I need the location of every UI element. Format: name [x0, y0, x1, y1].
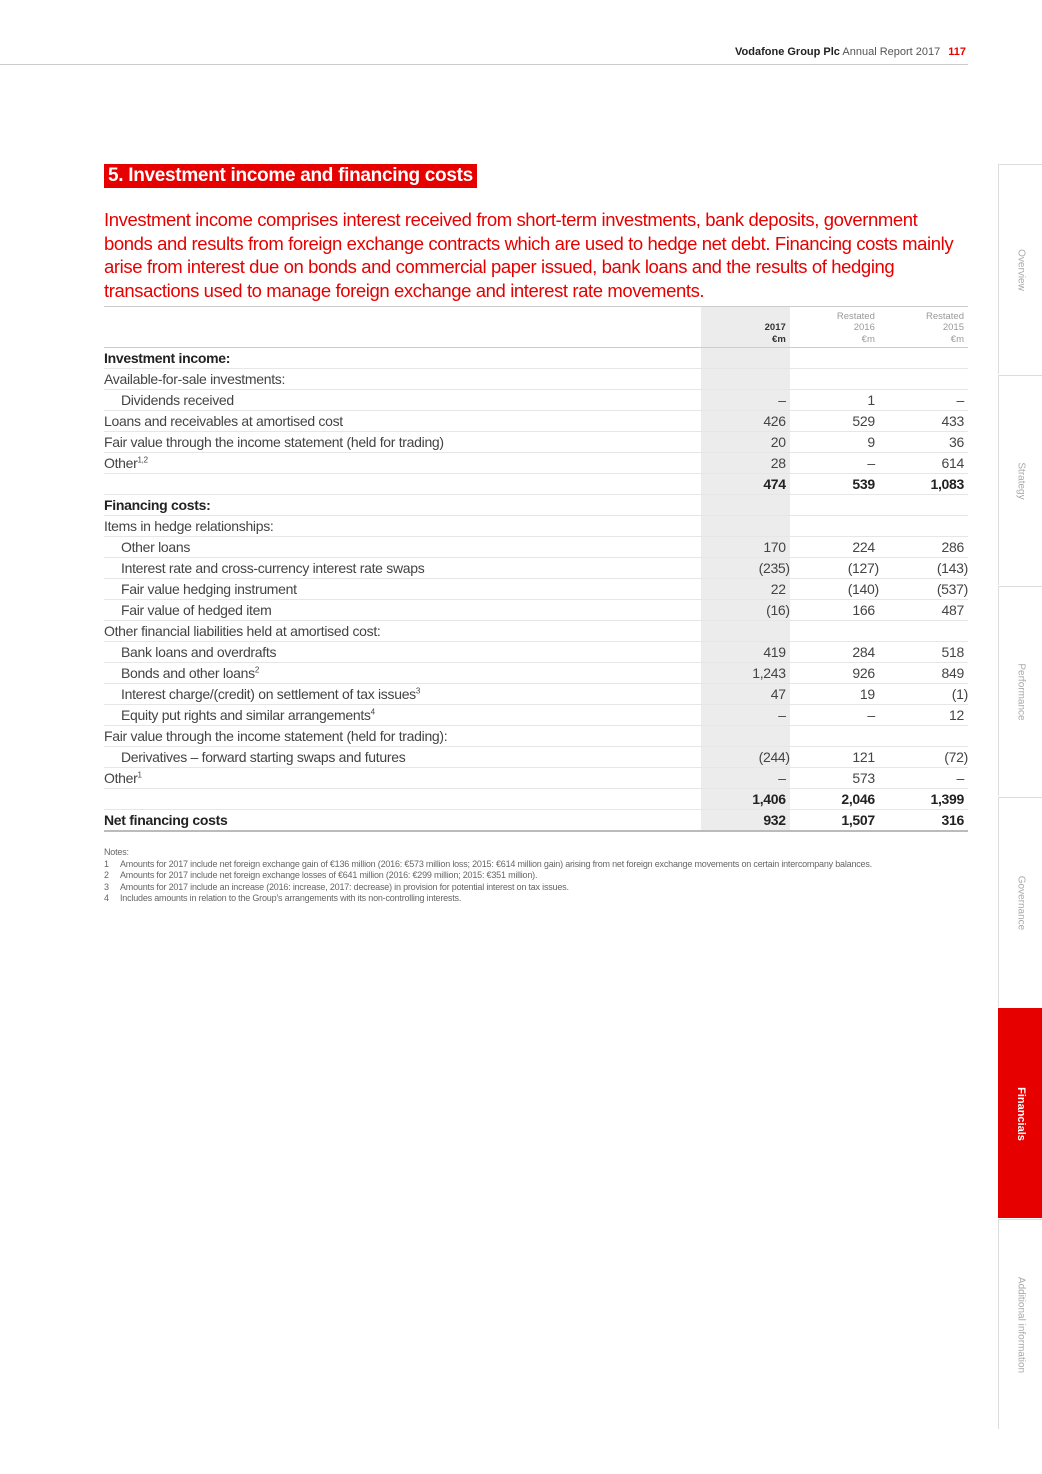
value-cell: 19 [790, 684, 879, 705]
row-label-text: Fair value of hedged item [121, 602, 272, 618]
value-cell: 1,399 [879, 789, 968, 810]
tab-governance[interactable] [998, 797, 1042, 1007]
table-row [104, 348, 968, 369]
table-row [104, 768, 968, 789]
tab-label: Strategy [1015, 461, 1026, 500]
row-label [104, 768, 701, 789]
value-cell: (72) [879, 747, 968, 768]
table-row [104, 579, 968, 600]
table-row [104, 516, 968, 537]
note-item [104, 859, 904, 871]
row-label-text: Loans and receivables at amortised cost [104, 413, 343, 429]
table-row [104, 453, 968, 474]
footnote-ref: 1 [137, 770, 142, 780]
row-label [104, 810, 701, 832]
tab-additional-information[interactable] [998, 1219, 1042, 1429]
value-cell [879, 621, 968, 642]
row-label [104, 411, 701, 432]
value-cell: 487 [879, 600, 968, 621]
value-cell [701, 495, 790, 516]
note-text: Includes amounts in relation to the Group’s arrangements with its non-controlling interests. [120, 893, 462, 903]
row-label [104, 453, 701, 474]
row-label-text: Derivatives – forward starting swaps and futures [121, 749, 406, 765]
value-cell [790, 726, 879, 747]
row-label-text: Bonds and other loans [121, 665, 255, 681]
table-row [104, 684, 968, 705]
value-cell [701, 516, 790, 537]
row-label [104, 705, 701, 726]
value-cell [701, 726, 790, 747]
table-row [104, 537, 968, 558]
value-cell [790, 495, 879, 516]
notes-list [104, 859, 904, 905]
value-cell: (244) [701, 747, 790, 768]
row-label-text: Other financial liabilities held at amortised cost: [104, 623, 381, 639]
value-cell: 1,243 [701, 663, 790, 684]
value-cell: 518 [879, 642, 968, 663]
table-row [104, 495, 968, 516]
row-label [104, 369, 701, 390]
tab-overview[interactable] [998, 164, 1042, 374]
column-header-line3: €m [861, 333, 875, 345]
row-label-text: Interest charge/(credit) on settlement of tax issues [121, 686, 416, 702]
row-label-text: Fair value hedging instrument [121, 581, 297, 597]
section-title: 5. Investment income and financing costs [104, 164, 477, 188]
value-cell [701, 621, 790, 642]
note-number: 1 [104, 858, 109, 869]
notes-title: Notes: [104, 847, 129, 857]
value-cell [790, 348, 879, 369]
table-row [104, 789, 968, 810]
table-body [104, 348, 968, 832]
table-row [104, 642, 968, 663]
value-cell: 1,507 [790, 810, 879, 832]
footnote-ref: 4 [370, 707, 375, 717]
value-cell: 926 [790, 663, 879, 684]
page-number: 117 [948, 46, 966, 58]
note-item [104, 893, 904, 905]
value-cell: 932 [701, 810, 790, 832]
column-header [701, 307, 790, 348]
value-cell: (235) [701, 558, 790, 579]
row-label-text: Financing costs: [104, 497, 211, 513]
column-header [879, 307, 968, 348]
note-text: Amounts for 2017 include an increase (2016: increase, 2017: decrease) in provision for potential interest on tax issues. [120, 881, 569, 892]
tab-label: Overview [1015, 248, 1026, 291]
row-label [104, 621, 701, 642]
table-row [104, 621, 968, 642]
value-cell: 1,406 [701, 789, 790, 810]
value-cell: 433 [879, 411, 968, 432]
column-header-line3: €m [950, 333, 964, 345]
row-label-text: Other loans [121, 539, 191, 555]
value-cell [879, 495, 968, 516]
row-label [104, 474, 701, 495]
row-label-text: Equity put rights and similar arrangements [121, 707, 371, 723]
column-header-line1: Restated [836, 310, 875, 322]
note-number: 2 [104, 870, 109, 880]
value-cell: 419 [701, 642, 790, 663]
value-cell: 47 [701, 684, 790, 705]
value-cell: 1 [790, 390, 879, 411]
value-cell [790, 621, 879, 642]
row-label [104, 726, 701, 747]
value-cell: 286 [879, 537, 968, 558]
value-cell [879, 726, 968, 747]
value-cell: (1) [879, 684, 968, 705]
value-cell: 12 [879, 705, 968, 726]
row-label-text: Bank loans and overdrafts [121, 644, 277, 660]
value-cell: 170 [701, 537, 790, 558]
tab-performance[interactable] [998, 586, 1042, 796]
value-cell [701, 369, 790, 390]
table-row [104, 747, 968, 768]
column-header-line2: 2017 [764, 322, 786, 333]
tab-financials[interactable] [998, 1008, 1042, 1218]
row-label [104, 390, 701, 411]
value-cell: 426 [701, 411, 790, 432]
value-cell: 36 [879, 432, 968, 453]
intro-paragraph: Investment income comprises interest received from short-term investments, bank deposits, government bonds and results from foreign exchange contracts which are used to hedge net debt. Financing costs mainly arise from interest due on bonds and commercial paper issued, bank loans and the results of hedging transactions used to manage foreign exchange and interest rate movements. [104, 209, 954, 301]
value-cell: 166 [790, 600, 879, 621]
row-label [104, 579, 701, 600]
row-label [104, 789, 701, 810]
value-cell [879, 369, 968, 390]
row-label-text: Investment income: [104, 350, 231, 366]
table-row [104, 411, 968, 432]
company-name: Vodafone Group Plc [735, 46, 840, 58]
value-cell [879, 348, 968, 369]
value-cell: 614 [879, 453, 968, 474]
value-cell: – [790, 453, 879, 474]
value-cell [879, 516, 968, 537]
value-cell: 22 [701, 579, 790, 600]
row-label-text: Interest rate and cross-currency interest rate swaps [121, 560, 425, 576]
footnote-ref: 3 [415, 686, 421, 696]
value-cell [790, 369, 879, 390]
row-label [104, 684, 701, 705]
value-cell: – [701, 390, 790, 411]
header-rule [0, 64, 968, 65]
value-cell: 2,046 [790, 789, 879, 810]
value-cell: 316 [879, 810, 968, 832]
row-label-text: Available-for-sale investments: [104, 371, 286, 387]
value-cell: 121 [790, 747, 879, 768]
column-header-line3: €m [772, 333, 786, 345]
value-cell: 849 [879, 663, 968, 684]
row-label [104, 600, 701, 621]
table-header-row [104, 307, 968, 348]
value-cell: – [790, 705, 879, 726]
note-text: Amounts for 2017 include net foreign exchange gain of €136 million (2016: €573 million loss; 2015: €614 million gain) arising from net foreign exchange movements on certain intercompany balances. [120, 858, 872, 869]
row-label [104, 516, 701, 537]
value-cell: 9 [790, 432, 879, 453]
row-label [104, 642, 701, 663]
footnote-ref: 2 [254, 665, 259, 675]
value-cell: (537) [879, 579, 968, 600]
note-item [104, 870, 904, 882]
value-cell: 284 [790, 642, 879, 663]
table-row [104, 369, 968, 390]
value-cell: 224 [790, 537, 879, 558]
tab-label: Governance [1015, 875, 1026, 930]
row-label [104, 432, 701, 453]
value-cell: – [879, 768, 968, 789]
value-cell: 20 [701, 432, 790, 453]
footnote-ref: 1,2 [137, 455, 148, 465]
value-cell: – [701, 768, 790, 789]
value-cell: (143) [879, 558, 968, 579]
row-label [104, 663, 701, 684]
row-label-text: Fair value through the income statement (held for trading): [104, 728, 448, 744]
tab-label: Additional information [1015, 1276, 1026, 1373]
notes [104, 847, 904, 905]
row-label-text: Fair value through the income statement (held for trading) [104, 434, 444, 450]
column-header-line2: 2015 [942, 322, 964, 333]
table-row [104, 390, 968, 411]
value-cell: – [879, 390, 968, 411]
table-row [104, 474, 968, 495]
running-header [735, 46, 966, 58]
financial-table [104, 306, 968, 832]
column-header-line2: 2016 [853, 322, 875, 333]
value-cell: 474 [701, 474, 790, 495]
report-name: Annual Report 2017 [839, 46, 941, 58]
table-row [104, 810, 968, 832]
note-number: 4 [104, 893, 109, 903]
table-row [104, 663, 968, 684]
row-label [104, 747, 701, 768]
row-label [104, 537, 701, 558]
value-cell: 529 [790, 411, 879, 432]
value-cell: 539 [790, 474, 879, 495]
value-cell [790, 516, 879, 537]
note-item [104, 882, 904, 894]
value-cell: (127) [790, 558, 879, 579]
table-row [104, 600, 968, 621]
row-label-text: Items in hedge relationships: [104, 518, 274, 534]
row-label-text: Other [104, 770, 138, 786]
column-header [790, 307, 879, 348]
value-cell: – [701, 705, 790, 726]
table-row [104, 705, 968, 726]
table-row [104, 558, 968, 579]
tab-label: Financials [1014, 1086, 1027, 1141]
value-cell: 573 [790, 768, 879, 789]
row-label-text: Other [104, 455, 138, 471]
value-cell: (140) [790, 579, 879, 600]
table-row [104, 726, 968, 747]
value-cell: 1,083 [879, 474, 968, 495]
row-label [104, 495, 701, 516]
tab-label: Performance [1015, 662, 1026, 721]
section-tabs [998, 164, 1042, 1430]
row-label [104, 558, 701, 579]
tab-strategy[interactable] [998, 375, 1042, 585]
note-text: Amounts for 2017 include net foreign exchange losses of €641 million (2016: €299 million; 2015: €351 million). [120, 870, 538, 880]
row-label-text: Net financing costs [104, 812, 228, 828]
value-cell: (16) [701, 600, 790, 621]
value-cell [701, 348, 790, 369]
table-row [104, 432, 968, 453]
row-label-text: Dividends received [121, 392, 234, 408]
column-header-line1: Restated [925, 310, 964, 322]
value-cell: 28 [701, 453, 790, 474]
label-column-header [104, 307, 701, 348]
note-number: 3 [104, 881, 109, 892]
row-label [104, 348, 701, 369]
